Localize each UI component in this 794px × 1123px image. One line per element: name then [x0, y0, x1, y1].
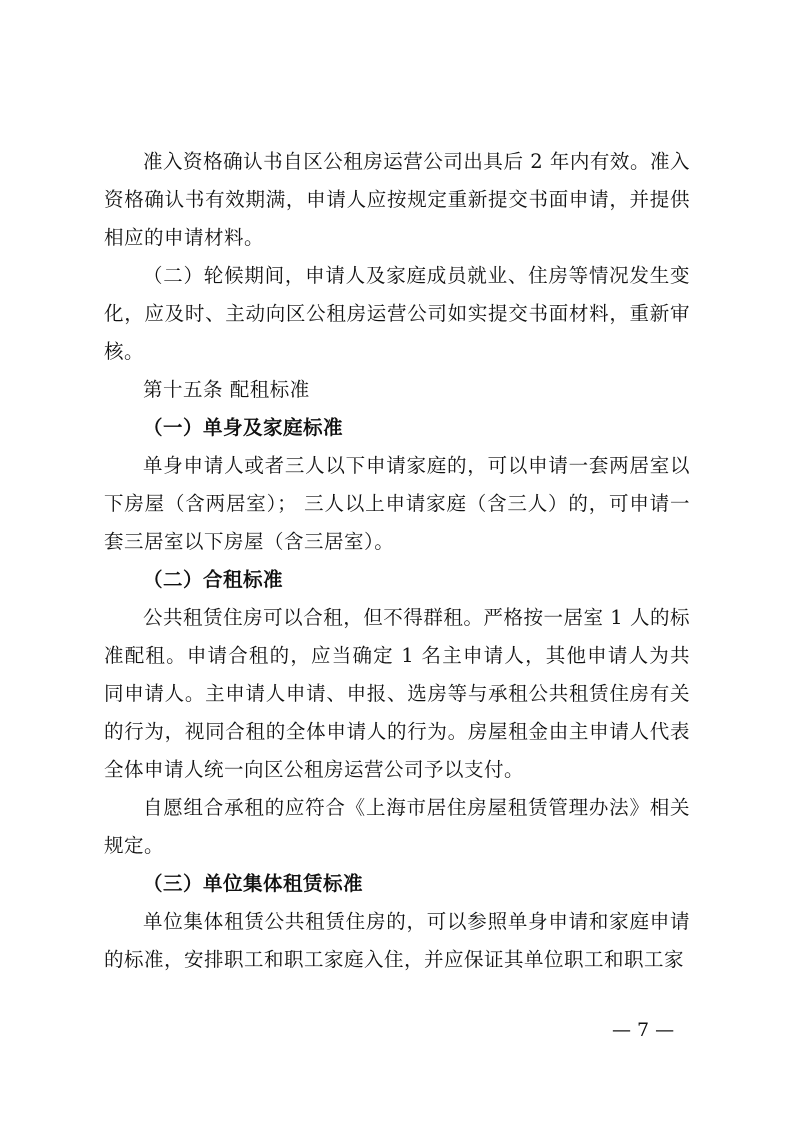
- page-number: — 7 —: [612, 1019, 675, 1041]
- paragraph-voluntary-group: 自愿组合承租的应符合《上海市居住房屋租赁管理办法》相关规定。: [104, 796, 690, 857]
- paragraph-unit-collective: 单位集体租赁公共租赁住房的，可以参照单身申请和家庭申请的标准，安排职工和职工家庭入住，并应保证其单位职工和职工家: [104, 910, 690, 971]
- section-unit-collective-heading: （三）单位集体租赁标准: [143, 872, 364, 895]
- section-single-family-heading: （一）单身及家庭标准: [143, 416, 344, 439]
- article-15-heading: 第十五条 配租标准: [143, 378, 310, 401]
- paragraph-single-family: 单身申请人或者三人以下申请家庭的，可以申请一套两居室以下房屋（含两居室）； 三人以上申请家庭（含三人）的，可申请一套三居室以下房屋（含三居室）。: [104, 454, 690, 553]
- paragraph-validity: 准入资格确认书自区公租房运营公司出具后 2 年内有效。准入资格确认书有效期满，申请人应按规定重新提交书面申请，并提供相应的申请材料。: [104, 150, 690, 249]
- section-shared-rent-heading: （二）合租标准: [143, 568, 284, 591]
- paragraph-waiting-period: （二）轮候期间，申请人及家庭成员就业、住房等情况发生变化，应及时、主动向区公租房运营公司如实提交书面材料，重新审核。: [104, 264, 690, 363]
- paragraph-shared-rent: 公共租赁住房可以合租，但不得群租。严格按一居室 1 人的标准配租。申请合租的，应当确定 1 名主申请人，其他申请人为共同申请人。主申请人申请、申报、选房等与承租公共租赁住房有关的行为，视同合租的全体申请人的行为。房屋租金由主申请人代表全体申请人统一向区公租房运营公司予以支付。: [104, 606, 690, 781]
- document-body: [104, 143, 690, 979]
